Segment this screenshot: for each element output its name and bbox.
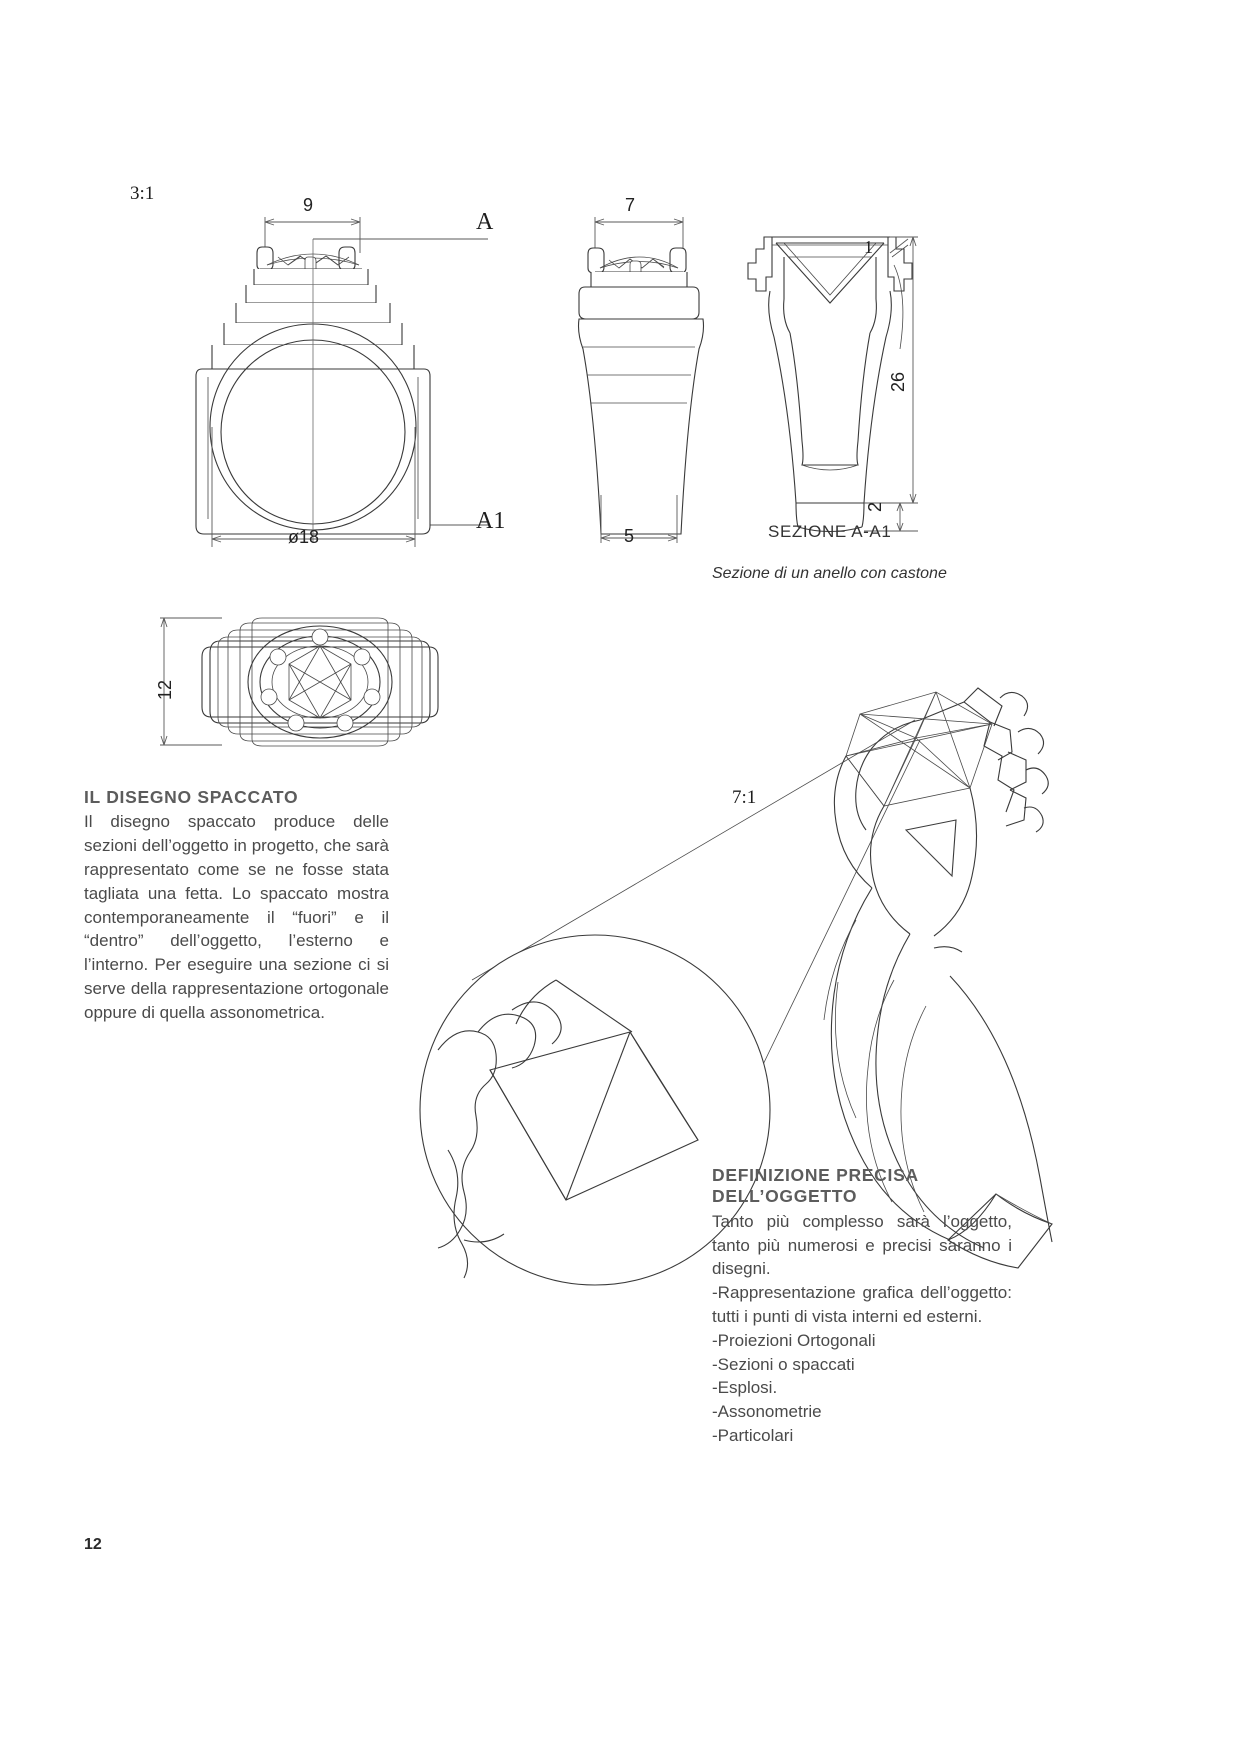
side-view-drawing: [555, 195, 745, 545]
dim-label-side-base-width: 5: [624, 526, 635, 546]
dim-label-top-width: 9: [303, 195, 314, 215]
section-letter-a1: A1: [476, 508, 506, 534]
dim-label-inner-diameter: ø18: [288, 527, 320, 547]
side-crown-profile: [579, 248, 704, 534]
list-item-sezioni: -Sezioni o spaccati: [712, 1354, 855, 1374]
paragraph-definizione-intro: Tanto più complesso sarà l’oggetto, tanto più numerosi e precisi saranno i disegni.: [712, 1211, 1012, 1279]
scale-label-detail: 7:1: [732, 787, 757, 808]
dim-label-band-thickness: 2: [865, 501, 885, 512]
list-item-assonometrie: -Assonometrie: [712, 1402, 822, 1422]
section-letter-a: A: [476, 209, 494, 235]
front-view-drawing: [150, 195, 550, 555]
paragraph-disegno-spaccato: Il disegno spaccato produce delle sezioni dell’oggetto in progetto, che sarà rappresentato come se ne fosse stata tagliata una fetta. Lo spaccato mostra contemporaneamente il “fuori” e il “dentro” dell’oggetto, l’esterno e l’interno. Per eseguire una sezione ci si serve della rappresentazione ortogonale oppure di quella assonometrica.: [84, 812, 389, 1022]
paragraph-definizione-rappresentazione: -Rappresentazione grafica dell’oggetto: tutti i punti di vista interni ed esterni.: [712, 1283, 1012, 1326]
page-number: 12: [84, 1536, 102, 1553]
list-item-esplosi: -Esplosi.: [712, 1378, 778, 1398]
dimension-7: [595, 217, 683, 253]
scale-label-main: 3:1: [130, 183, 155, 204]
section-view-drawing: [740, 195, 920, 545]
figure-caption: Sezione di un anello con castone: [712, 565, 947, 582]
list-item-proiezioni: -Proiezioni Ortogonali: [712, 1330, 876, 1350]
dim-label-side-top-width: 7: [625, 195, 636, 215]
dim-label-detail-one: 1: [864, 237, 873, 257]
text-block-right: [712, 1164, 1012, 1448]
heading-definizione-line2: DELL’OGGETTO: [712, 1186, 858, 1207]
dim-label-section-height: 26: [888, 371, 908, 392]
heading-definizione-line1: DEFINIZIONE PRECISA: [712, 1165, 919, 1185]
section-view-label: SEZIONE A-A1: [768, 522, 892, 541]
text-block-left: [84, 786, 389, 1025]
dim-label-top-view-width: 12: [155, 679, 175, 700]
list-item-particolari: -Particolari: [712, 1425, 794, 1445]
heading-disegno-spaccato: IL DISEGNO SPACCATO: [84, 787, 299, 807]
